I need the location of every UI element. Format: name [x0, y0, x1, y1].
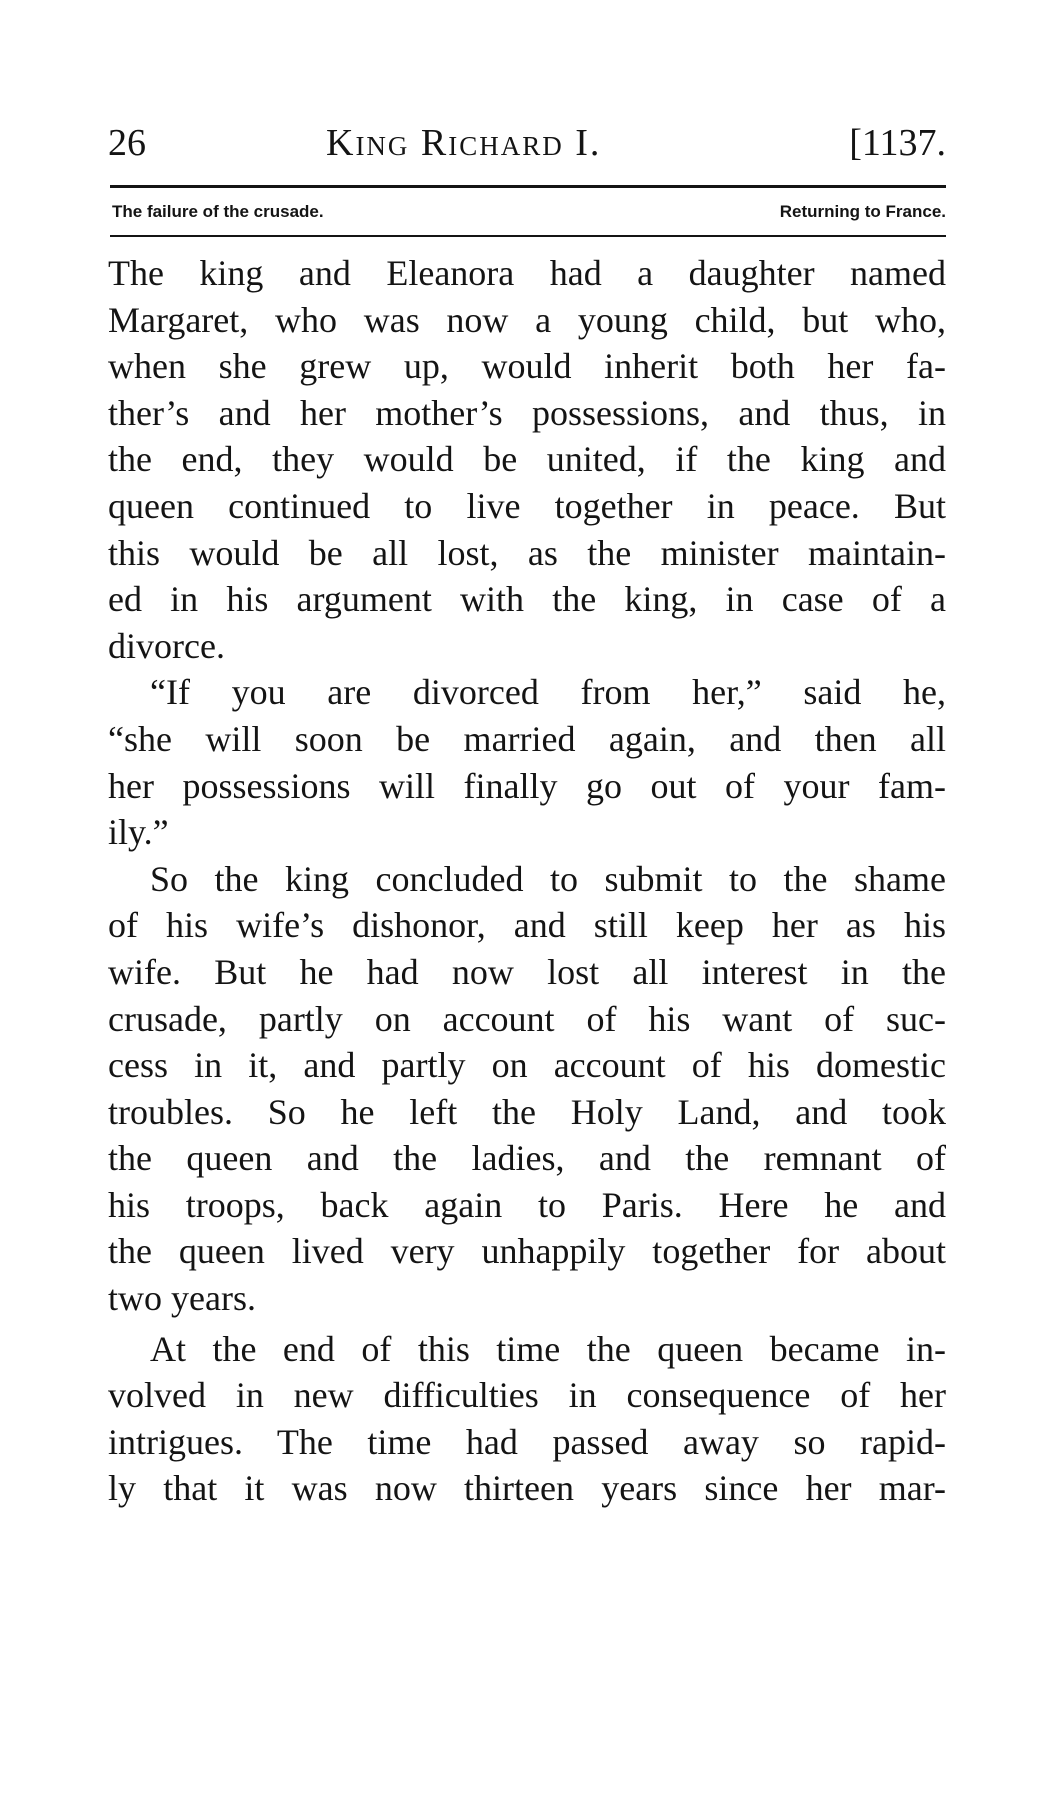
text-line: troubles. So he left the Holy Land, and took [108, 1091, 946, 1132]
topic-left: The failure of the crusade. [112, 202, 324, 221]
text-line: “If you are divorced from her,” said he, [150, 672, 946, 713]
text-line: ed in his argument with the king, in case of a [108, 579, 946, 620]
body-text [108, 250, 946, 1512]
text-line: when she grew up, would inherit both her fa- [108, 346, 946, 387]
text-line: So the king concluded to submit to the shame [150, 858, 946, 899]
topic-headline [112, 195, 946, 229]
text-line: volved in new difficulties in consequence of her [108, 1375, 946, 1416]
text-line: the end, they would be united, if the king and [108, 439, 946, 480]
book-title: King Richard I. [326, 122, 602, 164]
text-line: this would be all lost, as the minister maintain- [108, 532, 946, 573]
text-line: The king and Eleanora had a daughter named [108, 253, 946, 293]
text-line: ily.” [108, 812, 169, 853]
running-head [108, 118, 946, 168]
header-rule-top [110, 185, 946, 188]
header-rule-bottom [110, 235, 946, 237]
text-line: “she will soon be married again, and then all [108, 718, 946, 759]
text-line: At the end of this time the queen became in- [150, 1328, 946, 1369]
text-line: queen continued to live together in peace. But [108, 485, 946, 526]
text-line: ly that it was now thirteen years since her mar- [108, 1468, 946, 1509]
text-line: Margaret, who was now a young child, but who, [108, 299, 946, 340]
text-line: of his wife’s dishonor, and still keep her as his [108, 905, 946, 946]
text-line: wife. But he had now lost all interest in the [108, 951, 946, 992]
text-line: cess in it, and partly on account of his domestic [108, 1045, 946, 1086]
page-number: 26 [108, 122, 146, 164]
text-line: her possessions will finally go out of your fam- [108, 765, 946, 806]
text-line: his troops, back again to Paris. Here he and [108, 1184, 946, 1225]
text-line: crusade, partly on account of his want of suc- [108, 998, 946, 1039]
topic-right: Returning to France. [779, 202, 946, 221]
text-line: intrigues. The time had passed away so rapid- [108, 1421, 946, 1462]
text-line: ther’s and her mother’s possessions, and thus, in [108, 392, 946, 433]
text-line: two years. [108, 1278, 256, 1319]
year-marker: [1137. [849, 122, 946, 164]
text-line: divorce. [108, 625, 225, 666]
text-line: the queen and the ladies, and the remnant of [108, 1138, 946, 1179]
text-line: the queen lived very unhappily together for about [108, 1231, 946, 1272]
